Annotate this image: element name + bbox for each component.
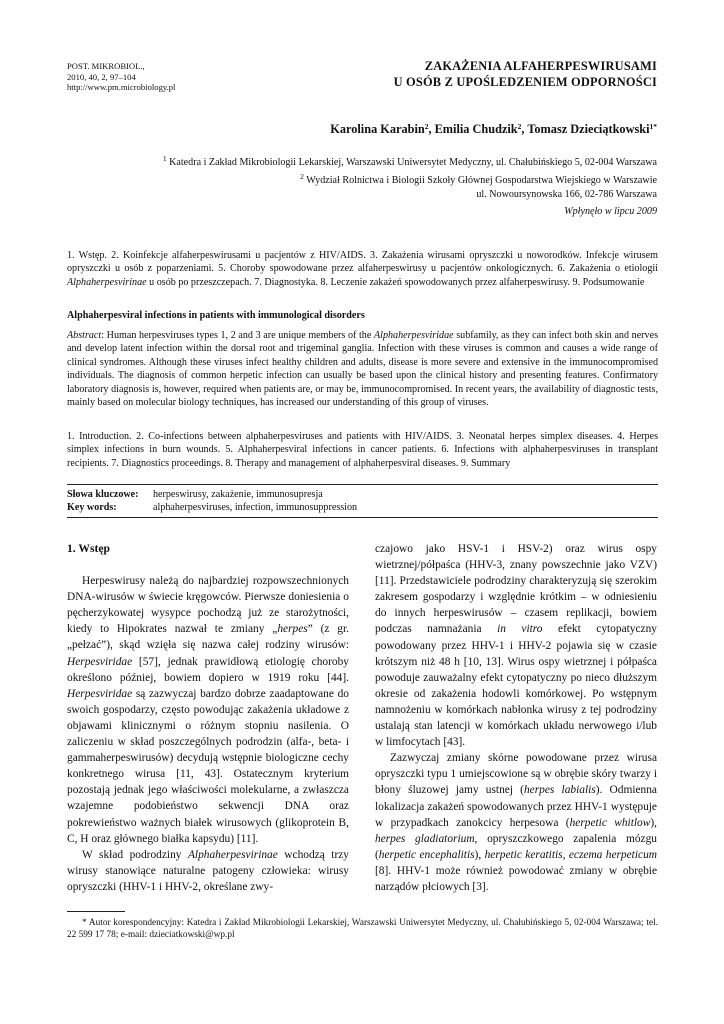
body-right-column	[375, 541, 657, 895]
keywords-polish-label: Słowa kluczowe:	[67, 489, 139, 500]
keywords-top-rule	[67, 484, 658, 485]
title-line-2: U OSÓB Z UPOŚLEDZENIEM ODPORNOŚCI	[393, 75, 657, 89]
paragraph: czajowo jako HSV-1 i HSV-2) oraz wirus ospy wietrznej/półpaśca (HHV-3, znany powszechnie jako VZV) [11]. Przedstawiciele podrodziny charakteryzują się szerokim zakresem gospodarzy i względnie krótkim – w odniesieniu do innych herpeswirusów – czasem replikacji, bowiem podczas namnażania in vitro efekt cytopatyczny powodowany przez HHV-1 i HHV-2 pojawia się w czasie krótszym niż 48 h [10, 13]. Wirus ospy wietrznej i półpaśca powoduje zauważalny efekt cytopatyczny po nieco dłuższym okresie od zakażenia hodowli komórkowej. Po wstępnym namnożeniu w komórkach nabłonka wirusy z tej podrodziny ustalają stan latencji w komórkach układu nerwowego i/lub w limfocytach [43].	[375, 543, 657, 749]
keywords-english	[67, 501, 658, 514]
paragraph: Herpeswirusy należą do najbardziej rozpowszechnionych DNA-wirusów w świecie kręgowców. Pierwsze doniesienia o pęcherzykowatej wysypce pochodzą już ze starożytności, kiedy to Hipokrates nazwał te zmiany „herpes” (z gr. „pełzać”), skąd wzięła się nazwa całej rodziny wirusów: Herpesviridae [57], jednak prawidłową etiologię choroby określono później, bowiem dopiero w 1919 roku [44]. Herpesviridae są zazwyczaj bardzo dobrze zaadaptowane do swoich gospodarzy, często powodując zakażenia układowe z objawami klinicznymi o różnym stopniu nasilenia. O zaliczeniu w skład poszczególnych podrodzin (alfa-, beta- i gammaherpeswirusów) decydują wstępnie biologiczne cechy konkretnego wirusa [11, 43]. Ostatecznym kryterium pozostają jednak jego właściwości molekularne, a zwłaszcza wzajemne podobieństwo sekwencji DNA oraz pokrewieństwo ważnych białek wirusowych (glikoprotein B, C, H oraz głównego białka kapsydu) [11].	[67, 575, 349, 845]
english-title: Alphaherpesviral infections in patients with immunological disorders	[67, 310, 365, 321]
paragraph: Zazwyczaj zmiany skórne powodowane przez wirusa opryszczki typu 1 umiejscowione są w obrębie skóry twarzy i błony śluzowej jamy ustnej (herpes labialis). Odmienna lokalizacja zakażeń spowodowanych przez HHV-1 występuje w przypadkach zanokcicy herpesowa (herpetic whitlow), herpes gladiatorium, opryszczkowego zapalenia mózgu (herpetic encephalitis), herpetic keratitis, eczema herpeticum [8]. HHV-1 może również powodować zmiany w obrębie narządów płciowych [3].	[375, 752, 657, 893]
affiliation-1: $^1$ Katedra i Zakład Mikrobiologii Lekarskiej, Warszawski Uniwersytet Medyczny, ul. Chałubińskiego 5, 02-004 Warszawa	[162, 154, 657, 168]
paragraph: W skład podrodziny Alphaherpesvirinae wchodzą trzy wirusy stanowiące naturalne patogeny człowieka: wirusy opryszczki (HHV-1 i HHV-2, określane zwy-	[67, 848, 349, 893]
author-name: Emilia Chudzik	[434, 122, 518, 136]
keywords-english-label: Key words:	[67, 502, 117, 514]
title-line-1: ZAKAŻENIA ALFAHERPESWIRUSAMI	[424, 59, 657, 73]
footnote: * Autor korespondencyjny: Katedra i Zakład Mikrobiologii Lekarskiej, Warszawski Uniwersytet Medyczny, ul. Chałubińskiego 5, 02-004 Warszawa; tel. 22 599 17 78; e-mail: dzieciatkowski@wp.pl	[67, 918, 658, 940]
journal-url: http://www.pm.microbiology.pl	[67, 82, 176, 93]
keywords-bottom-rule	[67, 517, 658, 518]
contents-polish: 1. Wstęp. 2. Koinfekcje alfaherpeswirusami u pacjentów z HIV/AIDS. 3. Zakażenia wirusami opryszczki u noworodków. Infekcje wirusem opryszczki u osób z poparzeniami. 5. Choroby spowodowane przez alfaherpeswirusy u pacjentów onkologicznych. 6. Zakażenia o etiologii Alphaherpesvirinae u osób po przeszczepach. 7. Diagnostyka. 8. Leczenie zakażeń spowodowanych przez alfaherpeswirusy. 9. Podsumowanie	[67, 250, 658, 288]
author-name: Karolina Karabin	[330, 122, 425, 136]
contents-english: 1. Introduction. 2. Co-infections between alphaherpesviruses and patients with HIV/AIDS. 3. Neonatal herpes simplex diseases. 4. Herpes simplex infections in burn wounds. 5. Alphaherpesviral infections in cancer patients. 6. Infections with alphaherpesviruses in transplant recipients. 7. Diagnostics proceedings. 8. Therapy and management of alphaherpesviral diseases. 9. Summary	[67, 431, 658, 469]
section-heading: 1. Wstęp	[67, 542, 110, 555]
abstract-label: Abstract	[67, 330, 102, 341]
journal-info	[67, 61, 175, 93]
author-list: Karolina Karabin$^2$, Emilia Chudzik$^2$, Tomasz Dzieciątkowski$^{1*}$	[330, 122, 657, 136]
keywords-polish-value: herpeswirusy, zakażenie, immunosupresja	[153, 489, 323, 500]
affiliation-2-address: ul. Nowoursynowska 166, 02-786 Warszawa	[476, 189, 657, 200]
author-affiliation-mark: 1*	[649, 122, 657, 131]
body-left-column	[67, 541, 349, 895]
keywords-english-value: alphaherpesviruses, infection, immunosuppression	[153, 502, 358, 514]
footnote-rule	[67, 911, 125, 912]
abstract: Abstract: Human herpesviruses types 1, 2 and 3 are unique members of the Alphaherpesviridae subfamily, as they can infect both skin and nerves and develop latent infection within the dorsal root and trigeminal ganglia. Infection with these viruses is common and causes a wide range of clinical syndromes. Although these viruses infect healthy children and adults, disease is more severe and extensive in the immunocompromised individuals. The diagnosis of common herpetic infection can usually be based upon the clinical history and presenting features. Confirmatory laboratory diagnosis is, however, required when patients are, or may be, immunocompromised. In recent years, the availability of diagnostic tests, mainly based on molecular biology techniques, has increased our understanding of this group of viruses.	[67, 330, 658, 409]
author-name: Tomasz Dzieciątkowski	[527, 122, 650, 136]
article-title	[277, 58, 657, 90]
journal-volume: 2010, 40, 2, 97–104	[67, 71, 136, 82]
author-affiliation-mark: 2	[517, 122, 522, 131]
keywords-polish	[67, 488, 658, 501]
received-date: Wpłynęło w lipcu 2009	[564, 206, 657, 217]
author-affiliation-mark: 2	[424, 122, 429, 131]
affiliations	[57, 152, 657, 202]
affiliation-2: $^2$ Wydział Rolnictwa i Biologii Szkoły Głównej Gospodarstwa Wiejskiego w Warszawie	[300, 172, 657, 186]
keywords-block	[67, 488, 658, 515]
journal-name: POST. MIKROBIOL.,	[67, 61, 145, 71]
